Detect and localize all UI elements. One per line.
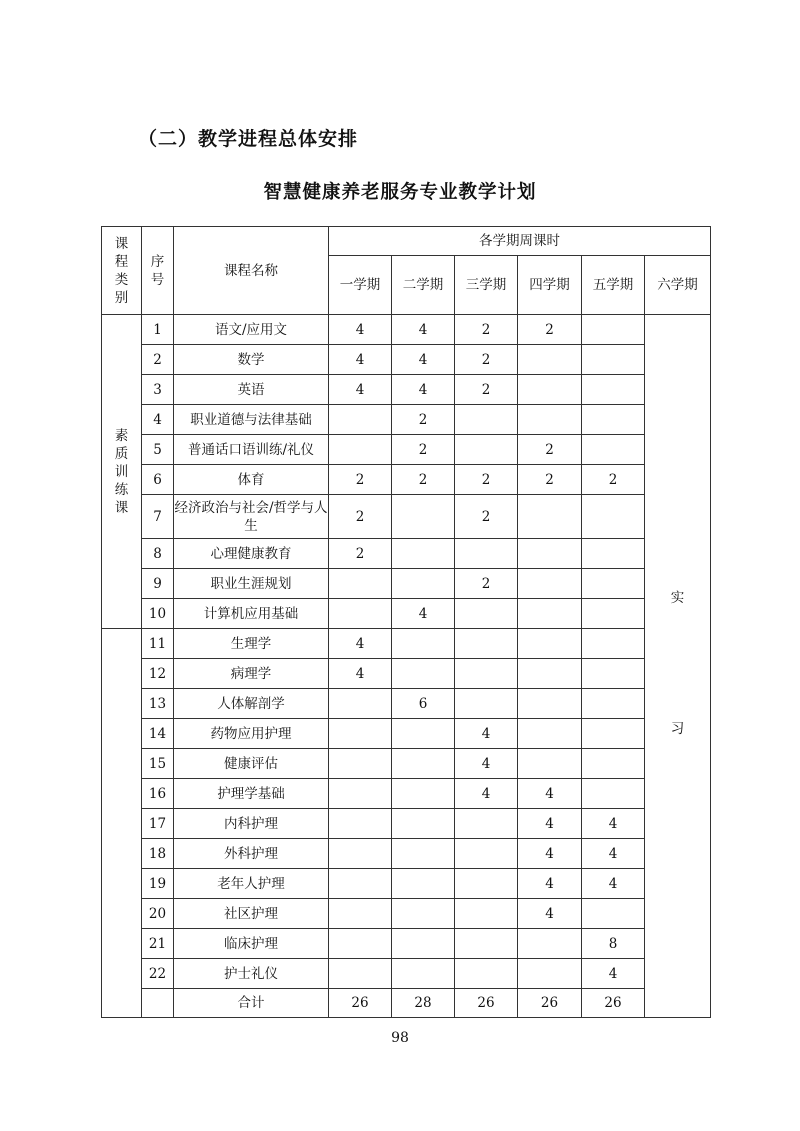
total-semester-1: 26 <box>329 989 392 1018</box>
semester-5-cell: 4 <box>582 869 645 899</box>
semester-1-cell <box>329 899 392 929</box>
category-char: 训 <box>114 463 129 480</box>
semester-1-cell: 4 <box>329 659 392 689</box>
seq-cell: 16 <box>142 779 174 809</box>
table-row <box>102 375 711 405</box>
internship-char: 习 <box>670 721 685 737</box>
semester-2-cell <box>392 779 455 809</box>
table-row <box>102 929 711 959</box>
course-name-cell: 社区护理 <box>174 899 329 929</box>
semester-2-cell: 2 <box>392 435 455 465</box>
seq-cell: 5 <box>142 435 174 465</box>
semester-1-cell <box>329 929 392 959</box>
semester-2-cell: 2 <box>392 405 455 435</box>
semester-1-cell <box>329 749 392 779</box>
semester-2-cell: 4 <box>392 599 455 629</box>
course-name-cell: 职业道德与法律基础 <box>174 405 329 435</box>
semester-5-header: 五学期 <box>582 256 645 315</box>
semester-4-cell: 4 <box>518 869 582 899</box>
semester-3-cell <box>455 929 518 959</box>
table-row <box>102 345 711 375</box>
semester-4-cell: 4 <box>518 899 582 929</box>
semester-3-cell: 2 <box>455 375 518 405</box>
seq-cell: 19 <box>142 869 174 899</box>
semester-2-cell <box>392 929 455 959</box>
course-name-cell: 健康评估 <box>174 749 329 779</box>
category-char: 素 <box>114 427 129 444</box>
semester-2-cell <box>392 809 455 839</box>
semester-4-cell <box>518 539 582 569</box>
internship-cell <box>645 315 711 1018</box>
seq-cell: 4 <box>142 405 174 435</box>
semester-4-cell <box>518 659 582 689</box>
course-name-header: 课程名称 <box>174 227 329 315</box>
semester-2-cell <box>392 839 455 869</box>
course-name-cell: 临床护理 <box>174 929 329 959</box>
course-name-cell: 心理健康教育 <box>174 539 329 569</box>
semester-5-cell: 4 <box>582 809 645 839</box>
semester-1-cell: 4 <box>329 315 392 345</box>
semester-4-cell: 4 <box>518 779 582 809</box>
seq-header: 序 号 <box>142 227 174 315</box>
header-row-1 <box>102 227 711 256</box>
course-name-cell: 护士礼仪 <box>174 959 329 989</box>
course-name-cell: 语文/应用文 <box>174 315 329 345</box>
semester-2-cell: 2 <box>392 465 455 495</box>
semester-3-cell <box>455 809 518 839</box>
semester-1-cell <box>329 405 392 435</box>
section-title: （二）教学进程总体安排 <box>138 128 359 150</box>
table-row <box>102 435 711 465</box>
semester-5-cell <box>582 599 645 629</box>
semester-3-cell <box>455 839 518 869</box>
semester-5-cell <box>582 375 645 405</box>
seq-cell: 6 <box>142 465 174 495</box>
semester-2-header: 二学期 <box>392 256 455 315</box>
table-row <box>102 719 711 749</box>
table-row <box>102 779 711 809</box>
internship-char: 实 <box>670 590 685 606</box>
table-row <box>102 539 711 569</box>
semester-2-cell <box>392 569 455 599</box>
teaching-plan-table <box>101 226 711 1018</box>
table-row <box>102 569 711 599</box>
total-semester-3: 26 <box>455 989 518 1018</box>
semester-1-cell <box>329 689 392 719</box>
semester-5-cell <box>582 435 645 465</box>
semester-5-cell <box>582 405 645 435</box>
semester-4-cell <box>518 689 582 719</box>
semester-3-cell <box>455 899 518 929</box>
semester-1-cell: 4 <box>329 345 392 375</box>
page-number: 98 <box>391 1030 409 1046</box>
seq-cell: 9 <box>142 569 174 599</box>
semester-4-cell: 2 <box>518 465 582 495</box>
semester-5-cell <box>582 629 645 659</box>
category-header: 课 程 类 别 <box>102 227 142 315</box>
semester-1-cell <box>329 959 392 989</box>
semester-1-cell <box>329 779 392 809</box>
seq-cell: 8 <box>142 539 174 569</box>
table-row <box>102 315 711 345</box>
semester-1-cell <box>329 569 392 599</box>
semester-3-cell <box>455 689 518 719</box>
semester-4-cell: 4 <box>518 839 582 869</box>
semester-3-cell: 2 <box>455 345 518 375</box>
semester-4-cell <box>518 569 582 599</box>
semester-1-cell: 2 <box>329 465 392 495</box>
semester-4-header: 四学期 <box>518 256 582 315</box>
semester-5-cell <box>582 495 645 539</box>
semester-5-cell: 4 <box>582 839 645 869</box>
semester-6-header: 六学期 <box>645 256 711 315</box>
seq-cell: 7 <box>142 495 174 539</box>
semester-5-cell: 4 <box>582 959 645 989</box>
course-name-cell: 计算机应用基础 <box>174 599 329 629</box>
semester-1-cell: 4 <box>329 629 392 659</box>
course-name-cell: 内科护理 <box>174 809 329 839</box>
table-row <box>102 689 711 719</box>
semester-1-header: 一学期 <box>329 256 392 315</box>
table-row <box>102 405 711 435</box>
table-row <box>102 899 711 929</box>
semester-4-cell <box>518 495 582 539</box>
semester-5-cell: 2 <box>582 465 645 495</box>
weekly-hours-header: 各学期周课时 <box>329 227 711 256</box>
semester-2-cell: 4 <box>392 375 455 405</box>
semester-5-cell <box>582 315 645 345</box>
semester-3-cell <box>455 629 518 659</box>
semester-5-cell <box>582 689 645 719</box>
semester-2-cell <box>392 869 455 899</box>
total-row <box>102 989 711 1018</box>
semester-2-cell <box>392 719 455 749</box>
seq-cell: 2 <box>142 345 174 375</box>
semester-4-cell <box>518 959 582 989</box>
course-name-cell: 药物应用护理 <box>174 719 329 749</box>
course-name-cell: 外科护理 <box>174 839 329 869</box>
table-row <box>102 495 711 539</box>
semester-5-cell: 8 <box>582 929 645 959</box>
table-row <box>102 659 711 689</box>
total-seq-cell <box>142 989 174 1018</box>
semester-4-cell: 2 <box>518 315 582 345</box>
table-row <box>102 629 711 659</box>
seq-cell: 18 <box>142 839 174 869</box>
total-semester-5: 26 <box>582 989 645 1018</box>
seq-cell: 21 <box>142 929 174 959</box>
semester-2-cell <box>392 495 455 539</box>
semester-1-cell <box>329 719 392 749</box>
total-label: 合计 <box>174 989 329 1018</box>
semester-1-cell: 2 <box>329 539 392 569</box>
document-title: 智慧健康养老服务专业教学计划 <box>263 182 537 203</box>
table-row <box>102 959 711 989</box>
total-semester-4: 26 <box>518 989 582 1018</box>
course-name-cell: 人体解剖学 <box>174 689 329 719</box>
semester-4-cell: 4 <box>518 809 582 839</box>
semester-4-cell <box>518 749 582 779</box>
semester-2-cell <box>392 539 455 569</box>
semester-4-cell <box>518 345 582 375</box>
table-row <box>102 465 711 495</box>
semester-1-cell <box>329 435 392 465</box>
seq-cell: 11 <box>142 629 174 659</box>
semester-1-cell <box>329 599 392 629</box>
semester-5-cell <box>582 345 645 375</box>
seq-cell: 10 <box>142 599 174 629</box>
seq-cell: 1 <box>142 315 174 345</box>
course-name-cell: 护理学基础 <box>174 779 329 809</box>
seq-cell: 15 <box>142 749 174 779</box>
semester-2-cell <box>392 749 455 779</box>
category-char: 质 <box>114 445 129 462</box>
course-name-cell: 体育 <box>174 465 329 495</box>
semester-3-cell: 4 <box>455 779 518 809</box>
seq-cell: 13 <box>142 689 174 719</box>
semester-2-cell <box>392 959 455 989</box>
semester-5-cell <box>582 659 645 689</box>
semester-4-cell <box>518 929 582 959</box>
category-group-cell <box>102 629 142 1018</box>
semester-1-cell: 4 <box>329 375 392 405</box>
seq-cell: 17 <box>142 809 174 839</box>
semester-3-cell <box>455 959 518 989</box>
semester-5-cell <box>582 899 645 929</box>
semester-3-cell <box>455 659 518 689</box>
semester-3-cell <box>455 869 518 899</box>
semester-1-cell <box>329 869 392 899</box>
semester-2-cell: 4 <box>392 345 455 375</box>
seq-cell: 22 <box>142 959 174 989</box>
table-row <box>102 749 711 779</box>
semester-5-cell <box>582 779 645 809</box>
table-row <box>102 599 711 629</box>
total-semester-2: 28 <box>392 989 455 1018</box>
semester-5-cell <box>582 539 645 569</box>
course-name-cell: 老年人护理 <box>174 869 329 899</box>
course-name-cell: 数学 <box>174 345 329 375</box>
table-row <box>102 839 711 869</box>
semester-3-cell <box>455 435 518 465</box>
semester-3-cell: 2 <box>455 495 518 539</box>
semester-1-cell <box>329 809 392 839</box>
semester-5-cell <box>582 719 645 749</box>
course-name-cell: 职业生涯规划 <box>174 569 329 599</box>
semester-2-cell <box>392 899 455 929</box>
semester-4-cell <box>518 599 582 629</box>
course-name-cell: 普通话口语训练/礼仪 <box>174 435 329 465</box>
semester-5-cell <box>582 569 645 599</box>
course-name-cell: 生理学 <box>174 629 329 659</box>
table-row <box>102 809 711 839</box>
course-name-cell: 英语 <box>174 375 329 405</box>
semester-3-cell: 4 <box>455 749 518 779</box>
seq-cell: 14 <box>142 719 174 749</box>
semester-3-cell: 4 <box>455 719 518 749</box>
category-char: 课 <box>114 499 129 516</box>
semester-3-cell <box>455 405 518 435</box>
semester-2-cell <box>392 629 455 659</box>
semester-3-header: 三学期 <box>455 256 518 315</box>
semester-3-cell: 2 <box>455 569 518 599</box>
semester-1-cell: 2 <box>329 495 392 539</box>
seq-cell: 12 <box>142 659 174 689</box>
semester-4-cell <box>518 375 582 405</box>
seq-cell: 3 <box>142 375 174 405</box>
category-char: 练 <box>114 481 129 498</box>
table-row <box>102 869 711 899</box>
semester-4-cell <box>518 629 582 659</box>
semester-2-cell: 6 <box>392 689 455 719</box>
course-name-cell: 经济政治与社会/哲学与人生 <box>174 495 329 539</box>
semester-4-cell <box>518 405 582 435</box>
semester-2-cell <box>392 659 455 689</box>
semester-3-cell <box>455 599 518 629</box>
semester-3-cell: 2 <box>455 465 518 495</box>
seq-cell: 20 <box>142 899 174 929</box>
semester-1-cell <box>329 839 392 869</box>
semester-4-cell <box>518 719 582 749</box>
semester-5-cell <box>582 749 645 779</box>
semester-2-cell: 4 <box>392 315 455 345</box>
course-name-cell: 病理学 <box>174 659 329 689</box>
semester-3-cell: 2 <box>455 315 518 345</box>
semester-4-cell: 2 <box>518 435 582 465</box>
semester-3-cell <box>455 539 518 569</box>
category-group-cell <box>102 315 142 629</box>
